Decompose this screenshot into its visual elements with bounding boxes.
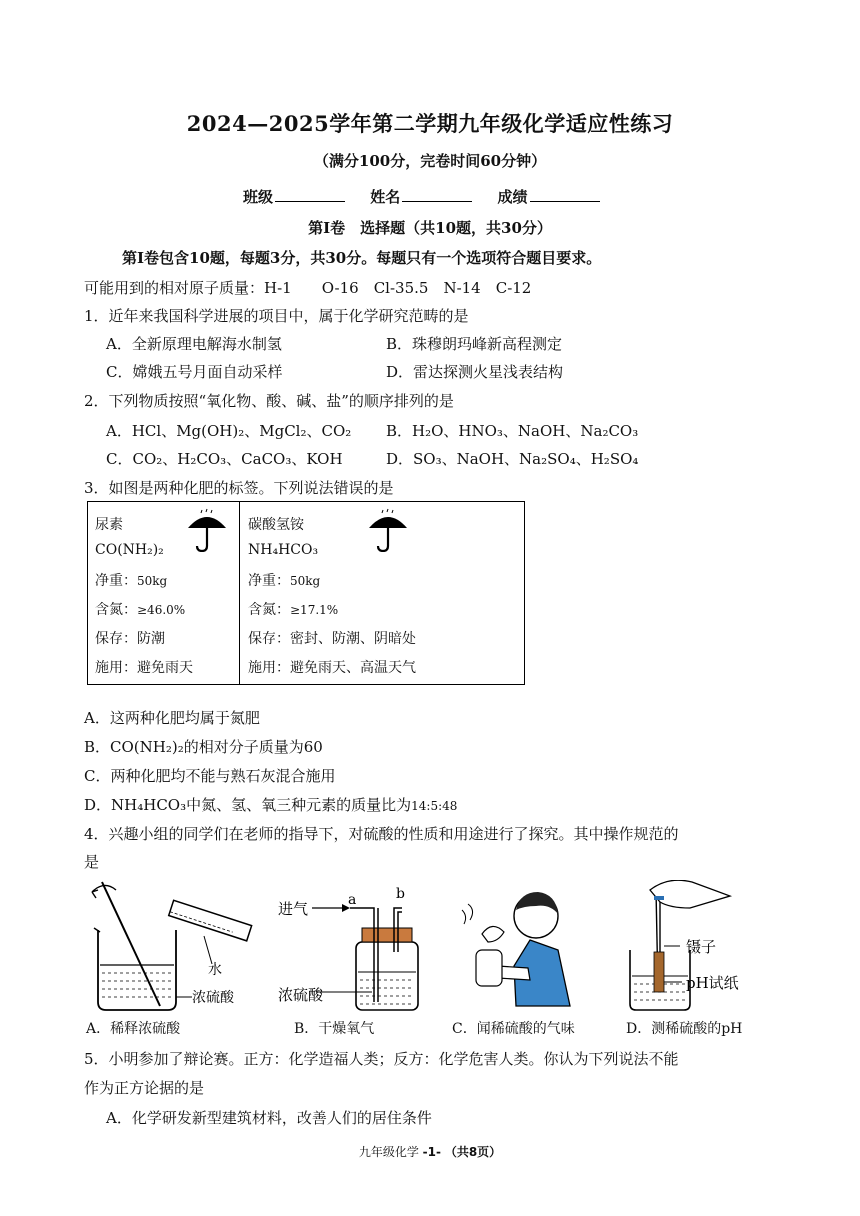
urea-usage: 施用：避免雨天 — [95, 660, 193, 676]
q4-option-b: B．干燥氧气 — [294, 1021, 375, 1037]
label-conc-acid-a: 浓硫酸 — [192, 990, 234, 1006]
footer-page-number: -1- — [422, 1145, 441, 1159]
q3-option-a: A．这两种化肥均属于氮肥 — [84, 709, 260, 727]
figure-smell-acid — [458, 880, 588, 1010]
q3-option-c: C．两种化肥均不能与熟石灰混合施用 — [84, 767, 336, 785]
urea-nitrogen: 含氮：≥46.0% — [95, 602, 186, 618]
label-tweezers: 镊子 — [686, 938, 717, 956]
q5-stem-line1: 5．小明参加了辩论赛。正方：化学造福人类；反方：化学危害人类。你认为下列说法不能 — [84, 1050, 679, 1068]
q3-stem: 3．如图是两种化肥的标签。下列说法错误的是 — [84, 479, 394, 497]
q1-option-a: A．全新原理电解海水制氢 — [106, 335, 282, 353]
label-b: b — [396, 886, 405, 902]
score-blank[interactable] — [530, 187, 600, 202]
umbrella-rain-icon — [186, 508, 228, 552]
label-conc-acid-b: 浓硫酸 — [278, 986, 324, 1004]
figure-measure-ph — [620, 880, 790, 1015]
footer-total-pages: （共8页） — [444, 1145, 502, 1159]
q1-option-b: B．珠穆朗玛峰新高程测定 — [386, 335, 563, 353]
page-footer — [0, 1143, 860, 1160]
atomic-masses: 可能用到的相对原子质量：H-1 O-16 Cl-35.5 N-14 C-12 — [84, 279, 532, 297]
ammonium-bicarbonate-name: 碳酸氢铵 — [248, 517, 304, 533]
q4-option-a: A．稀释浓硫酸 — [86, 1021, 181, 1037]
q4-stem-line1: 4．兴趣小组的同学们在老师的指导下，对硫酸的性质和用途进行了探究。其中操作规范的 — [84, 825, 679, 843]
ammonium-bicarbonate-weight: 净重：50kg — [248, 573, 321, 589]
q5-stem-line2: 作为正方论据的是 — [84, 1079, 205, 1097]
name-label: 姓名 — [370, 188, 401, 206]
q4-option-d: D．测稀硫酸的pH — [626, 1021, 743, 1037]
urea-storage: 保存：防潮 — [95, 631, 165, 647]
q2-stem: 2．下列物质按照“氧化物、酸、碱、盐”的顺序排列的是 — [84, 392, 454, 410]
q1-option-c: C．嫦娥五号月面自动采样 — [106, 363, 283, 381]
page-title: 2024—2025学年第二学期九年级化学适应性练习 — [186, 111, 674, 136]
student-info — [243, 186, 606, 207]
score-label: 成绩 — [497, 188, 528, 206]
urea-weight: 净重：50kg — [95, 573, 168, 589]
urea-name: 尿素 — [95, 517, 123, 533]
q3-option-b: B．CO(NH₂)₂的相对分子质量为60 — [84, 738, 323, 756]
exam-subtitle: （满分100分，完卷时间60分钟） — [313, 152, 547, 170]
umbrella-rain-icon — [367, 508, 409, 552]
q2-option-d: D．SO₃、NaOH、Na₂SO₄、H₂SO₄ — [386, 450, 639, 468]
ammonium-bicarbonate-storage: 保存：密封、防潮、阴暗处 — [248, 631, 416, 647]
class-blank[interactable] — [275, 187, 345, 202]
table-divider — [239, 502, 240, 684]
ammonium-bicarbonate-usage: 施用：避免雨天、高温天气 — [248, 660, 416, 676]
figure-dry-oxygen — [276, 880, 436, 1015]
label-gas-in: 进气 — [278, 900, 309, 918]
label-ph-paper: pH试纸 — [686, 974, 739, 992]
class-label: 班级 — [243, 188, 274, 206]
q1-option-d: D．雷达探测火星浅表结构 — [386, 363, 564, 381]
q4-stem-line2: 是 — [84, 853, 100, 871]
q2-option-a: A．HCl、Mg(OH)₂、MgCl₂、CO₂ — [106, 422, 352, 440]
q5-option-a: A．化学研发新型建筑材料，改善人们的居住条件 — [106, 1109, 432, 1127]
q3-option-d: D．NH₄HCO₃中氮、氢、氧三种元素的质量比为14:5:48 — [84, 796, 458, 814]
label-a: a — [348, 892, 357, 908]
figure-dilute-acid — [84, 870, 264, 1015]
q2-option-c: C．CO₂、H₂CO₃、CaCO₃、KOH — [106, 450, 343, 468]
section-title: 第I卷 选择题（共10题，共30分） — [308, 219, 552, 237]
footer-subject: 九年级化学 — [358, 1145, 419, 1159]
q4-option-c: C．闻稀硫酸的气味 — [452, 1021, 575, 1037]
fertilizer-labels-table — [87, 501, 525, 685]
label-water: 水 — [208, 962, 222, 978]
q1-stem: 1．近年来我国科学进展的项目中，属于化学研究范畴的是 — [84, 307, 469, 325]
ammonium-bicarbonate-formula: NH₄HCO₃ — [248, 542, 319, 558]
ammonium-bicarbonate-nitrogen: 含氮：≥17.1% — [248, 602, 339, 618]
section-note: 第I卷包含10题，每题3分，共30分。每题只有一个选项符合题目要求。 — [122, 249, 602, 267]
urea-formula: CO(NH₂)₂ — [95, 542, 164, 558]
q2-option-b: B．H₂O、HNO₃、NaOH、Na₂CO₃ — [386, 422, 639, 440]
name-blank[interactable] — [402, 187, 472, 202]
